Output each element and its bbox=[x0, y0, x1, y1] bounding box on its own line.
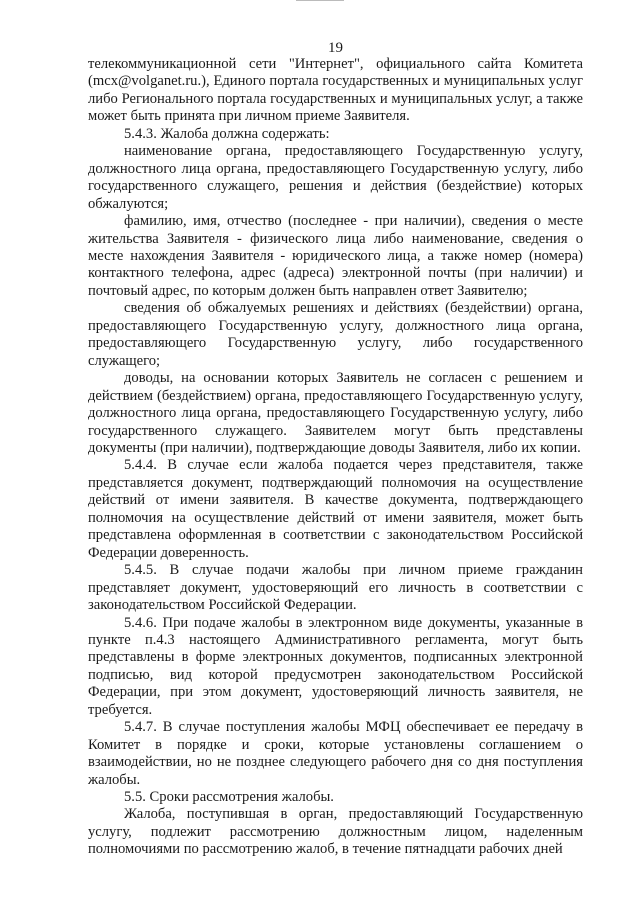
paragraph-5-5-heading: 5.5. Сроки рассмотрения жалобы. bbox=[124, 789, 334, 806]
paragraph-applicant-details: фамилию, имя, отчество (последнее - при наличии), сведения о месте жительства Заявителя - физического лица либо наименование, сведения о месте нахождения Заявителя - юридического лица, а также номер (номера) контактного телефона, адрес (адреса) электронной почты (при наличии) и почтовый адрес, по которым должен быть направлен ответ Заявителю; bbox=[88, 213, 583, 299]
paragraph-5-4-5: 5.4.5. В случае подачи жалобы при личном приеме гражданин представляет документ, удостоверяющий его личность в соответствии с законодательством Российской Федерации. bbox=[88, 562, 583, 614]
paragraph-arguments: доводы, на основании которых Заявитель не согласен с решением и действием (бездействием) органа, предоставляющего Государственную услугу, должностного лица органа, предоставляющего Государственную услугу, либо государственного служащего. Заявителем могут быть представлены документы (при наличии), подтверждающие доводы Заявителя, либо их копии. bbox=[88, 370, 583, 456]
paragraph-5-4-4: 5.4.4. В случае если жалоба подается через представителя, также представляется документ, подтверждающий полномочия на осуществление действий от имени заявителя. В качестве документа, подтверждающего полномочия на осуществление действий от имени заявителя, может быть представлена оформленная в соответствии с законодательством Российской Федерации доверенность. bbox=[88, 457, 583, 561]
paragraph-continuation: телекоммуникационной сети "Интернет", официального сайта Комитета (mcx@volganet.ru.), Единого портала государственных и муниципальных услуг либо Регионального портала государственных и муниципальных услуг, а также может быть принята при личном приеме Заявителя. bbox=[88, 56, 583, 125]
document-page bbox=[88, 0, 583, 905]
paragraph-complaint-review: Жалоба, поступившая в орган, предоставляющий Государственную услугу, подлежит рассмотрению должностным лицом, наделенным полномочиями по рассмотрению жалоб, в течение пятнадцати рабочих дней bbox=[88, 806, 583, 858]
paragraph-appealed-decisions: сведения об обжалуемых решениях и действиях (бездействии) органа, предоставляющего Государственную услугу, должностного лица органа, предоставляющего Государственную услугу, либо государственного служащего; bbox=[88, 300, 583, 369]
paragraph-5-4-6: 5.4.6. При подаче жалобы в электронном виде документы, указанные в пункте п.4.3 настоящего Административного регламента, могут быть представлены в форме электронных документов, подписанных электронной подписью, вид которой предусмотрен законодательством Российской Федерации, при этом документ, удостоверяющий личность заявителя, не требуется. bbox=[88, 614, 583, 718]
paragraph-5-4-7: 5.4.7. В случае поступления жалобы МФЦ обеспечивает ее передачу в Комитет в порядке и сроки, которые установлены соглашением о взаимодействии, но не позднее следующего рабочего дня со дня поступления жалобы. bbox=[88, 719, 583, 788]
paragraph-5-4-3-heading: 5.4.3. Жалоба должна содержать: bbox=[124, 125, 330, 142]
paragraph-organ-name: наименование органа, предоставляющего Государственную услугу, должностного лица органа, предоставляющего Государственную услугу, либо государственного служащего, решения и действия (бездействие) которых обжалуются; bbox=[88, 143, 583, 212]
body-text bbox=[88, 56, 583, 859]
page-number: 19 bbox=[328, 40, 343, 56]
